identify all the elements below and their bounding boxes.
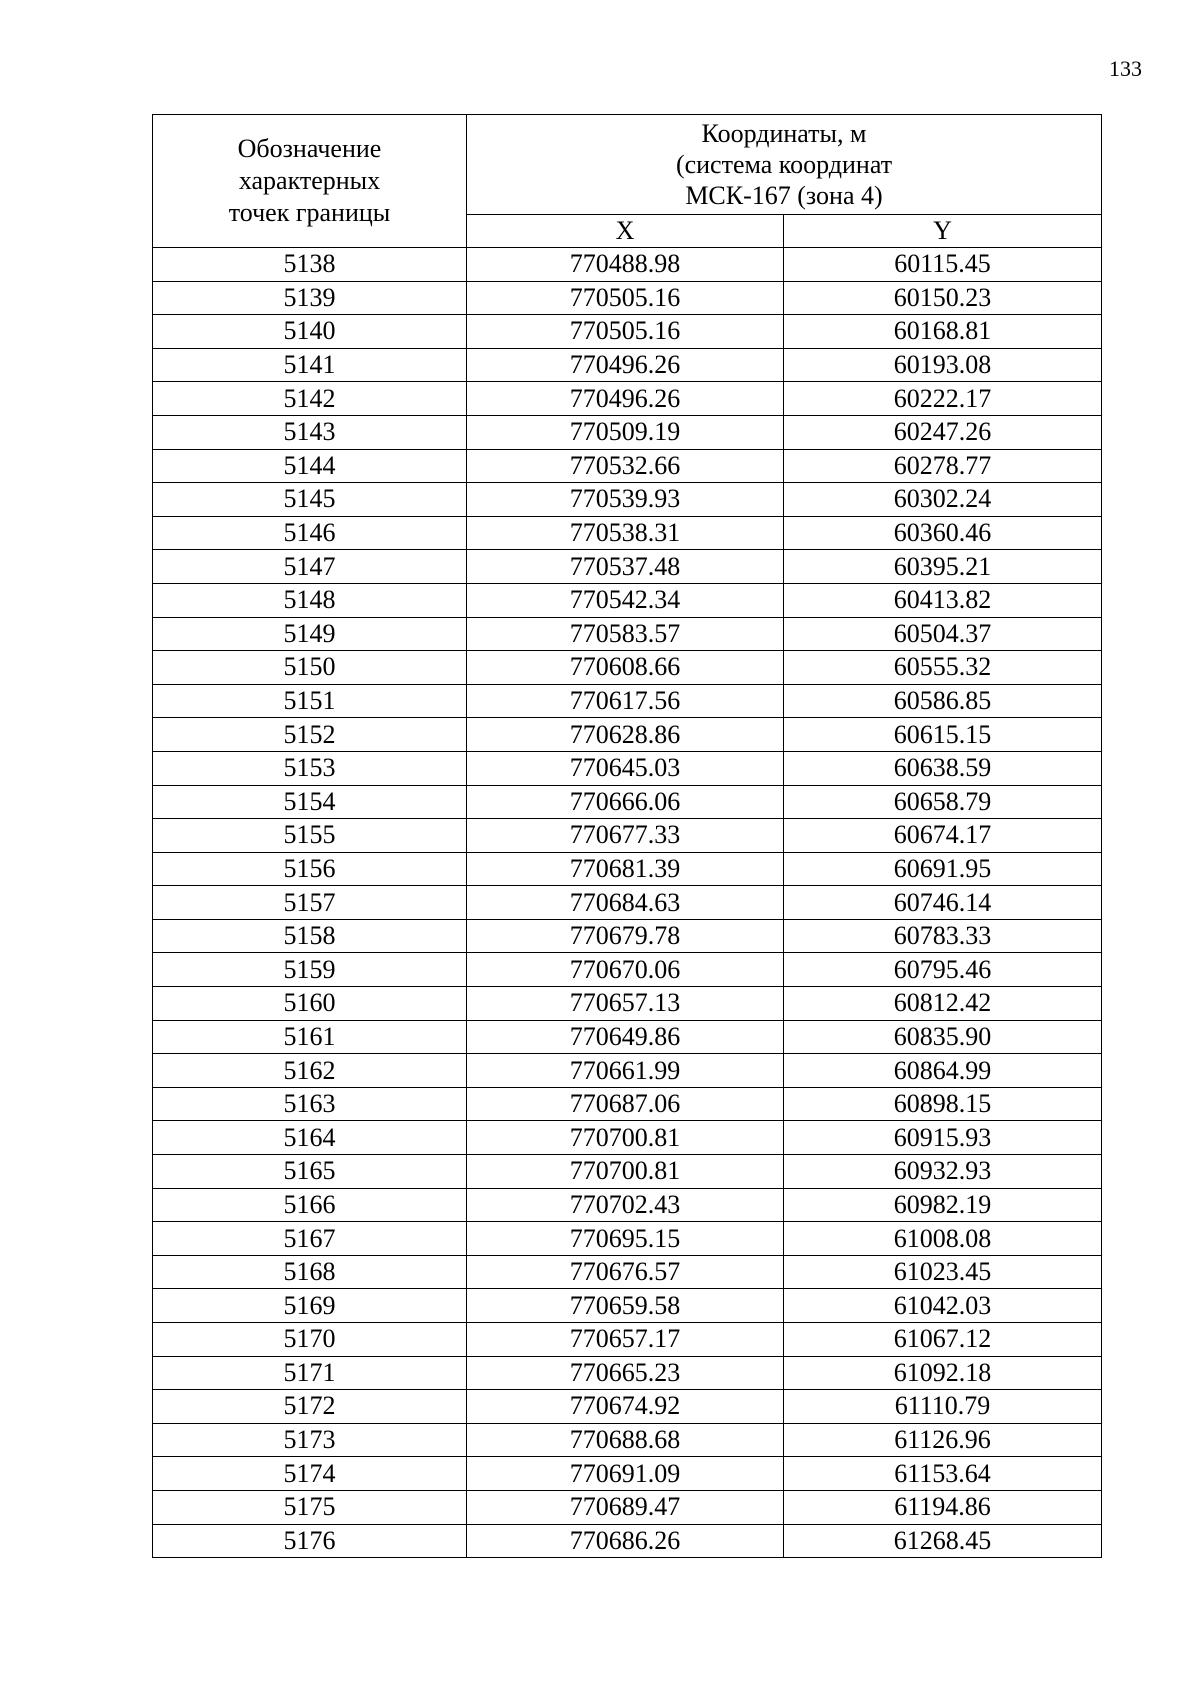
y-coordinate-cell: 61023.45	[784, 1255, 1102, 1289]
y-coordinate-cell: 60278.77	[784, 449, 1102, 483]
x-coordinate-cell: 770657.17	[467, 1323, 784, 1357]
point-cell: 5172	[153, 1390, 467, 1424]
x-coordinate-cell: 770505.16	[467, 315, 784, 349]
point-cell: 5142	[153, 382, 467, 416]
table-row	[153, 1155, 1102, 1189]
table-row	[153, 483, 1102, 517]
y-coordinate-cell: 61008.08	[784, 1222, 1102, 1256]
x-coordinate-cell: 770666.06	[467, 785, 784, 819]
table-row	[153, 886, 1102, 920]
x-coordinate-cell: 770538.31	[467, 516, 784, 550]
y-coordinate-cell: 60168.81	[784, 315, 1102, 349]
y-coordinate-cell: 60222.17	[784, 382, 1102, 416]
y-coordinate-cell: 60395.21	[784, 550, 1102, 584]
x-coordinate-cell: 770679.78	[467, 919, 784, 953]
y-coordinate-cell: 61126.96	[784, 1423, 1102, 1457]
point-cell: 5155	[153, 819, 467, 853]
point-cell: 5148	[153, 583, 467, 617]
table-row	[153, 684, 1102, 718]
y-coordinate-cell: 60932.93	[784, 1155, 1102, 1189]
table-row	[153, 1524, 1102, 1558]
x-coordinate-cell: 770700.81	[467, 1155, 784, 1189]
y-coordinate-cell: 60150.23	[784, 281, 1102, 315]
y-coordinate-cell: 61042.03	[784, 1289, 1102, 1323]
point-cell: 5169	[153, 1289, 467, 1323]
table-row	[153, 1390, 1102, 1424]
x-coordinate-cell: 770670.06	[467, 953, 784, 987]
table-row	[153, 1222, 1102, 1256]
y-coordinate-cell: 61067.12	[784, 1323, 1102, 1357]
x-coordinate-cell: 770686.26	[467, 1524, 784, 1558]
x-coordinate-cell: 770691.09	[467, 1457, 784, 1491]
point-cell: 5167	[153, 1222, 467, 1256]
coords-header-line: (система координат	[675, 150, 893, 179]
point-designation-header	[153, 115, 467, 248]
point-cell: 5143	[153, 415, 467, 449]
point-cell: 5151	[153, 684, 467, 718]
table-row	[153, 987, 1102, 1021]
y-coordinate-cell: 60691.95	[784, 852, 1102, 886]
table-row	[153, 1054, 1102, 1088]
y-coordinate-cell: 60504.37	[784, 617, 1102, 651]
point-cell: 5158	[153, 919, 467, 953]
y-coordinate-cell: 61110.79	[784, 1390, 1102, 1424]
x-coordinate-cell: 770674.92	[467, 1390, 784, 1424]
y-coordinate-cell: 61268.45	[784, 1524, 1102, 1558]
x-coordinate-cell: 770505.16	[467, 281, 784, 315]
x-coordinate-cell: 770695.15	[467, 1222, 784, 1256]
x-coordinate-cell: 770684.63	[467, 886, 784, 920]
y-coordinate-cell: 60812.42	[784, 987, 1102, 1021]
x-coordinate-cell: 770681.39	[467, 852, 784, 886]
y-coordinate-cell: 60795.46	[784, 953, 1102, 987]
y-coordinate-cell: 60658.79	[784, 785, 1102, 819]
x-coordinate-cell: 770496.26	[467, 348, 784, 382]
table-row	[153, 1490, 1102, 1524]
point-cell: 5166	[153, 1188, 467, 1222]
table-row	[153, 953, 1102, 987]
point-cell: 5159	[153, 953, 467, 987]
table-row	[153, 651, 1102, 685]
page-number: 133	[1109, 56, 1142, 81]
y-coordinate-cell: 60915.93	[784, 1121, 1102, 1155]
y-coordinate-cell: 60615.15	[784, 718, 1102, 752]
y-coordinate-cell: 60674.17	[784, 819, 1102, 853]
table-body	[153, 248, 1102, 1558]
x-coordinate-cell: 770509.19	[467, 415, 784, 449]
table-row	[153, 348, 1102, 382]
coordinates-table	[152, 114, 1102, 1558]
x-coordinate-cell: 770687.06	[467, 1087, 784, 1121]
point-cell: 5146	[153, 516, 467, 550]
coordinates-header	[467, 115, 1102, 215]
x-coordinate-cell: 770488.98	[467, 248, 784, 282]
point-cell: 5163	[153, 1087, 467, 1121]
x-column-header: X	[467, 215, 784, 248]
point-cell: 5168	[153, 1255, 467, 1289]
x-coordinate-cell: 770542.34	[467, 583, 784, 617]
x-coordinate-cell: 770689.47	[467, 1490, 784, 1524]
point-cell: 5162	[153, 1054, 467, 1088]
table-row	[153, 819, 1102, 853]
table-row	[153, 583, 1102, 617]
y-coordinate-cell: 60302.24	[784, 483, 1102, 517]
point-header-line: характерных	[238, 166, 381, 195]
y-column-header: Y	[784, 215, 1102, 248]
table-row	[153, 1289, 1102, 1323]
table-row	[153, 1188, 1102, 1222]
x-coordinate-cell: 770608.66	[467, 651, 784, 685]
point-cell: 5140	[153, 315, 467, 349]
table-row	[153, 1121, 1102, 1155]
x-coordinate-cell: 770665.23	[467, 1356, 784, 1390]
x-coordinate-cell: 770628.86	[467, 718, 784, 752]
table-row	[153, 919, 1102, 953]
x-coordinate-cell: 770677.33	[467, 819, 784, 853]
x-coordinate-cell: 770676.57	[467, 1255, 784, 1289]
y-coordinate-cell: 60783.33	[784, 919, 1102, 953]
y-coordinate-cell: 61153.64	[784, 1457, 1102, 1491]
point-cell: 5156	[153, 852, 467, 886]
y-coordinate-cell: 60247.26	[784, 415, 1102, 449]
table-row	[153, 1087, 1102, 1121]
table-row	[153, 516, 1102, 550]
y-coordinate-cell: 60115.45	[784, 248, 1102, 282]
y-coordinate-cell: 60898.15	[784, 1087, 1102, 1121]
x-coordinate-cell: 770583.57	[467, 617, 784, 651]
x-coordinate-cell: 770688.68	[467, 1423, 784, 1457]
point-cell: 5154	[153, 785, 467, 819]
y-coordinate-cell: 60413.82	[784, 583, 1102, 617]
x-coordinate-cell: 770645.03	[467, 751, 784, 785]
coords-header-line: Координаты, м	[701, 119, 867, 148]
table-row	[153, 785, 1102, 819]
table-row	[153, 1323, 1102, 1357]
point-cell: 5171	[153, 1356, 467, 1390]
point-cell: 5153	[153, 751, 467, 785]
point-cell: 5165	[153, 1155, 467, 1189]
y-coordinate-cell: 60864.99	[784, 1054, 1102, 1088]
point-cell: 5173	[153, 1423, 467, 1457]
point-cell: 5141	[153, 348, 467, 382]
y-coordinate-cell: 60586.85	[784, 684, 1102, 718]
point-cell: 5170	[153, 1323, 467, 1357]
point-cell: 5144	[153, 449, 467, 483]
point-cell: 5174	[153, 1457, 467, 1491]
y-coordinate-cell: 61194.86	[784, 1490, 1102, 1524]
point-cell: 5149	[153, 617, 467, 651]
x-coordinate-cell: 770539.93	[467, 483, 784, 517]
point-cell: 5160	[153, 987, 467, 1021]
point-cell: 5164	[153, 1121, 467, 1155]
y-coordinate-cell: 61092.18	[784, 1356, 1102, 1390]
point-cell: 5145	[153, 483, 467, 517]
y-coordinate-cell: 60746.14	[784, 886, 1102, 920]
table-row	[153, 751, 1102, 785]
table-row	[153, 1356, 1102, 1390]
table-row	[153, 1457, 1102, 1491]
table-row	[153, 1020, 1102, 1054]
table-row	[153, 382, 1102, 416]
point-cell: 5147	[153, 550, 467, 584]
point-cell: 5138	[153, 248, 467, 282]
x-coordinate-cell: 770661.99	[467, 1054, 784, 1088]
coords-header-line: МСК-167 (зона 4)	[685, 181, 883, 210]
table-row	[153, 852, 1102, 886]
point-cell: 5175	[153, 1490, 467, 1524]
x-coordinate-cell: 770537.48	[467, 550, 784, 584]
x-coordinate-cell: 770617.56	[467, 684, 784, 718]
table-row	[153, 449, 1102, 483]
point-header-line: Обозначение	[237, 134, 382, 163]
table-row	[153, 248, 1102, 282]
point-cell: 5152	[153, 718, 467, 752]
table-row	[153, 1423, 1102, 1457]
y-coordinate-cell: 60638.59	[784, 751, 1102, 785]
table-row	[153, 415, 1102, 449]
point-cell: 5176	[153, 1524, 467, 1558]
x-coordinate-cell: 770649.86	[467, 1020, 784, 1054]
point-cell: 5150	[153, 651, 467, 685]
point-header-line: точек границы	[228, 198, 391, 227]
y-coordinate-cell: 60982.19	[784, 1188, 1102, 1222]
table-row	[153, 617, 1102, 651]
table-row	[153, 550, 1102, 584]
point-cell: 5161	[153, 1020, 467, 1054]
y-coordinate-cell: 60360.46	[784, 516, 1102, 550]
point-cell: 5139	[153, 281, 467, 315]
point-cell: 5157	[153, 886, 467, 920]
y-coordinate-cell: 60193.08	[784, 348, 1102, 382]
y-coordinate-cell: 60555.32	[784, 651, 1102, 685]
table-row	[153, 315, 1102, 349]
table-row	[153, 281, 1102, 315]
x-coordinate-cell: 770496.26	[467, 382, 784, 416]
x-coordinate-cell: 770659.58	[467, 1289, 784, 1323]
table-row	[153, 718, 1102, 752]
x-coordinate-cell: 770657.13	[467, 987, 784, 1021]
x-coordinate-cell: 770532.66	[467, 449, 784, 483]
y-coordinate-cell: 60835.90	[784, 1020, 1102, 1054]
table-row	[153, 1255, 1102, 1289]
x-coordinate-cell: 770700.81	[467, 1121, 784, 1155]
x-coordinate-cell: 770702.43	[467, 1188, 784, 1222]
